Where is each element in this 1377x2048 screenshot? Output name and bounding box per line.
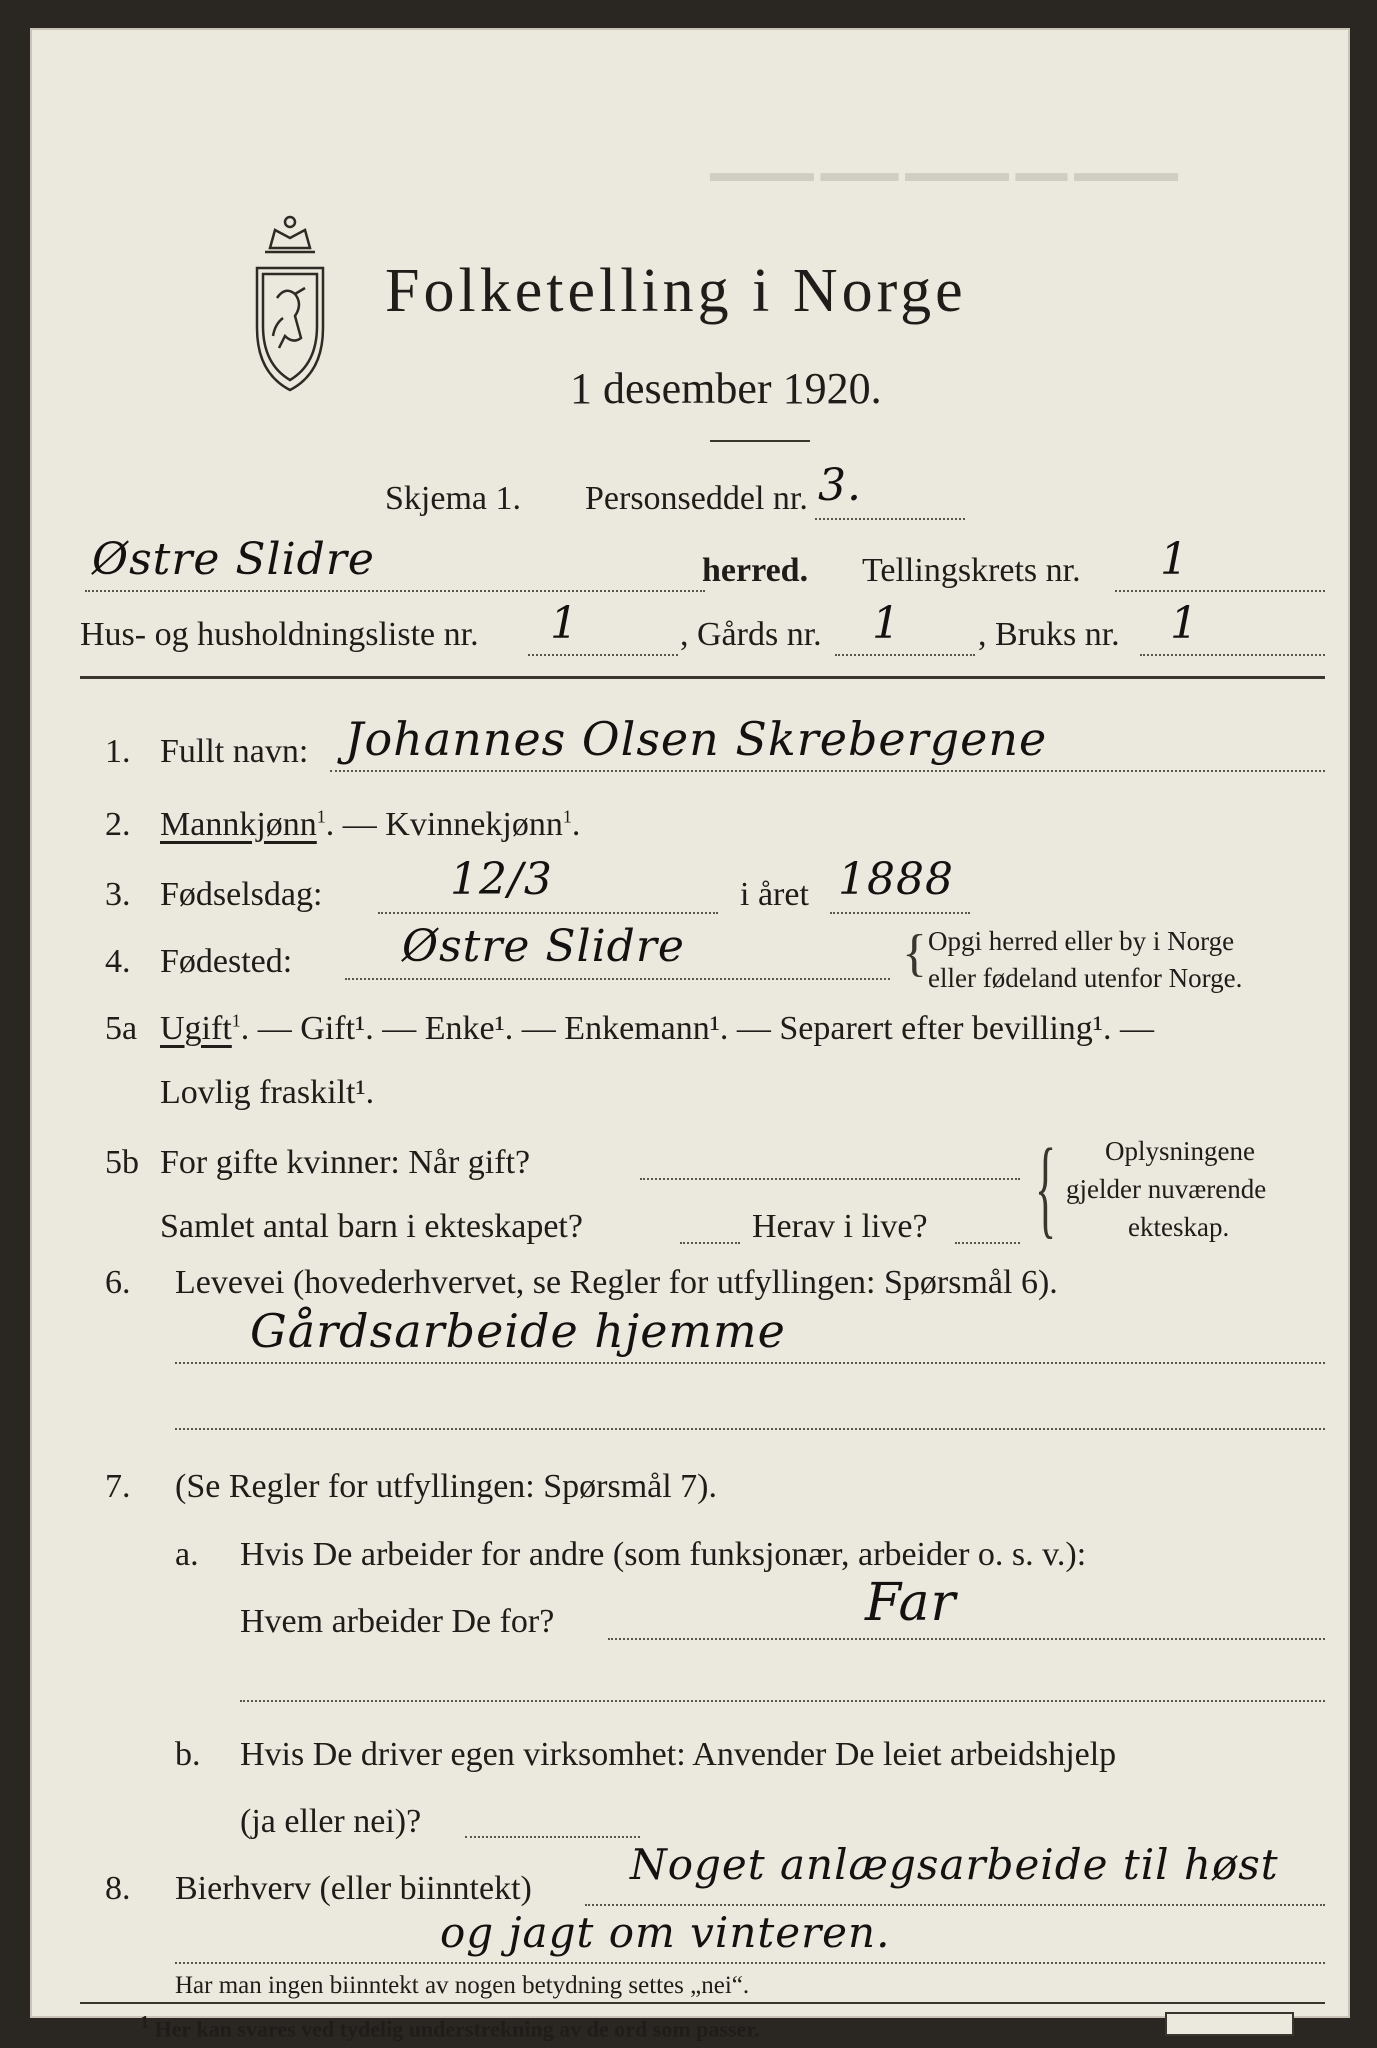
q7a-number: a. (175, 1536, 199, 1573)
tellingskrets-value[interactable]: 1 (1160, 534, 1189, 585)
schema-label: Skjema 1. (385, 480, 521, 517)
herred-line (85, 590, 705, 592)
herred-value[interactable]: Østre Slidre (92, 534, 375, 585)
q4-label: Fødested: (160, 943, 293, 980)
husliste-label: Hus- og husholdningsliste nr. (80, 616, 479, 653)
bruks-value[interactable]: 1 (1170, 598, 1199, 649)
q8-side-income-value-1[interactable]: Noget anlægsarbeide til høst (630, 1840, 1279, 1889)
q5b-line-2 (680, 1242, 740, 1244)
q4-note-1: Opgi herred eller by i Norge (928, 926, 1235, 956)
herred-label: herred. (702, 552, 809, 589)
footnote (140, 2012, 760, 2042)
footnote-text: Her kan svares ved tydelig understrekning av de ord som passer. (154, 2016, 760, 2042)
census-form-page (30, 28, 1350, 2018)
q3-line (378, 912, 718, 914)
q5a-other-options[interactable]: . — Gift¹. — Enke¹. — Enkemann¹. — Separert efter bevilling¹. — (240, 1010, 1154, 1047)
gards-line (835, 654, 975, 656)
q5b-brace: { (1035, 1126, 1057, 1248)
q8-note: Har man ingen biinntekt av nogen betydning settes „nei“. (175, 1972, 750, 1999)
husliste-value[interactable]: 1 (550, 598, 579, 649)
q3-year-value[interactable]: 1888 (838, 854, 954, 905)
q8-side-income-value-2[interactable]: og jagt om vinteren. (440, 1908, 891, 1957)
q7b-label-1: Hvis De driver egen virksomhet: Anvender De leiet arbeidshjelp (240, 1736, 1117, 1773)
printer-stamp (1165, 2012, 1294, 2036)
q5b-label-2: Samlet antal barn i ekteskapet? (160, 1208, 583, 1245)
q2-gender-options (160, 806, 580, 844)
q5b-label-3: Herav i live? (752, 1208, 928, 1245)
q5b-label-1: For gifte kvinner: Når gift? (160, 1144, 531, 1181)
q1-number: 1. (105, 733, 131, 770)
q4-line (345, 978, 890, 980)
q2-footnote-mark-2: 1 (562, 806, 572, 827)
q4-number: 4. (105, 943, 131, 980)
gards-label: , Gårds nr. (680, 616, 822, 653)
q7a-employer-value[interactable]: Far (865, 1573, 957, 1633)
q5a-number: 5a (105, 1010, 138, 1047)
q7b-label-2: (ja eller nei)? (240, 1803, 422, 1840)
q1-line (330, 770, 1325, 772)
personseddel-label: Personseddel nr. (585, 480, 808, 517)
q7b-number: b. (175, 1736, 201, 1773)
q4-brace: { (902, 925, 927, 982)
q5b-number: 5b (105, 1144, 139, 1181)
q5a-ugift-option[interactable]: Ugift (160, 1010, 232, 1047)
form-date: 1 desember 1920. (570, 364, 882, 413)
q3-birthday-value[interactable]: 12/3 (450, 854, 553, 905)
footnote-mark: 1 (140, 2012, 150, 2032)
q2-end: . (571, 806, 581, 843)
q3-year-label: i året (740, 876, 809, 913)
q2-number: 2. (105, 806, 131, 843)
q5b-note-3: ekteskap. (1128, 1212, 1230, 1242)
q3-number: 3. (105, 876, 131, 913)
q5b-line-1 (640, 1178, 1020, 1180)
personseddel-value[interactable]: 3. (818, 460, 862, 511)
q6-livelihood-value[interactable]: Gårdsarbeide hjemme (250, 1304, 786, 1358)
q5b-note-1: Oplysningene (1105, 1136, 1255, 1166)
q8-line-1 (585, 1904, 1325, 1906)
q5a-footnote-mark: 1 (231, 1010, 241, 1031)
footnote-separator (80, 2002, 1325, 2004)
q5b-note-2: gjelder nuværende (1066, 1174, 1267, 1204)
q8-number: 8. (105, 1870, 131, 1907)
husliste-line (528, 654, 678, 656)
q6-line-1 (175, 1362, 1325, 1364)
q4-note-2: eller fødeland utenfor Norge. (928, 963, 1243, 993)
q5a-marital-options (160, 1010, 1154, 1048)
q2-mannkjonn-option[interactable]: Mannkjønn (160, 806, 317, 843)
bleed-through-text: ▬▬▬▬ ▬▬▬ ▬▬▬▬ ▬▬ ▬▬▬▬ (710, 158, 1178, 187)
bruks-label: , Bruks nr. (978, 616, 1120, 653)
q8-line-2 (175, 1962, 1325, 1964)
q7a-line-1 (608, 1638, 1325, 1640)
q1-full-name-value[interactable]: Johannes Olsen Skrebergene (345, 712, 1048, 766)
q1-label: Fullt navn: (160, 733, 309, 770)
q6-number: 6. (105, 1264, 131, 1301)
q7a-label-1: Hvis De arbeider for andre (som funksjonær, arbeider o. s. v.): (240, 1536, 1087, 1573)
tellingskrets-label: Tellingskrets nr. (862, 552, 1081, 589)
personseddel-line (815, 518, 965, 520)
q5b-line-3 (955, 1242, 1020, 1244)
q7-label: (Se Regler for utfyllingen: Spørsmål 7). (175, 1468, 718, 1505)
tellingskrets-line (1115, 590, 1325, 592)
title-divider (710, 440, 810, 442)
q7b-line (465, 1836, 640, 1838)
q6-line-2 (175, 1428, 1325, 1430)
q5a-line2[interactable]: Lovlig fraskilt¹. (160, 1074, 375, 1111)
q4-birthplace-value[interactable]: Østre Slidre (402, 921, 685, 972)
q3-year-line (830, 912, 970, 914)
gards-value[interactable]: 1 (872, 598, 901, 649)
q2-kvinnekjonn-option[interactable]: . — Kvinnekjønn (325, 806, 563, 843)
q7a-label-2: Hvem arbeider De for? (240, 1603, 555, 1640)
q2-footnote-mark: 1 (316, 806, 326, 827)
norwegian-coat-of-arms-icon (235, 208, 345, 398)
q7a-line-2 (240, 1700, 1325, 1702)
q6-label: Levevei (hovederhvervet, se Regler for utfyllingen: Spørsmål 6). (175, 1264, 1058, 1301)
q7-number: 7. (105, 1468, 131, 1505)
bruks-line (1140, 654, 1325, 656)
q3-label: Fødselsdag: (160, 876, 323, 913)
header-separator (80, 676, 1325, 679)
q8-label: Bierhverv (eller biinntekt) (175, 1870, 532, 1907)
form-title: Folketelling i Norge (385, 257, 967, 325)
